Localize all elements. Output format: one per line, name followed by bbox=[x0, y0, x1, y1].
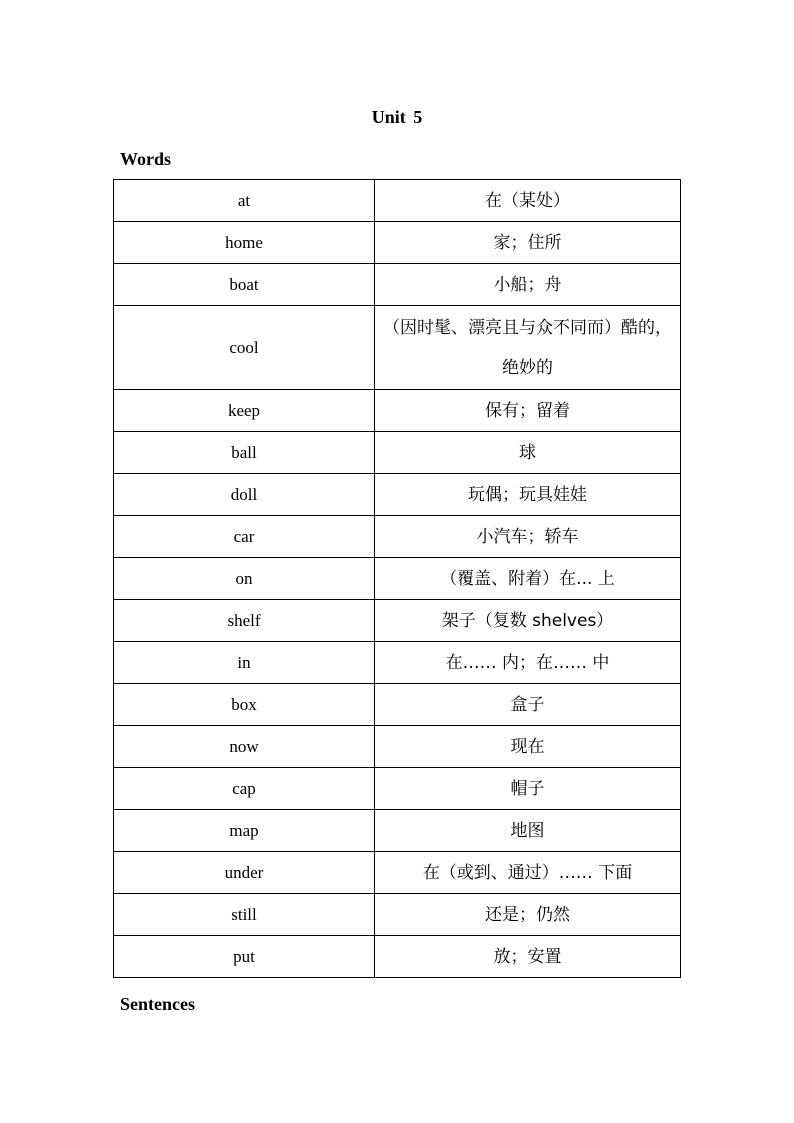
meaning-cell: 还是；仍然 bbox=[375, 894, 681, 936]
meaning-cell: 小汽车；轿车 bbox=[375, 516, 681, 558]
word-cell: at bbox=[114, 180, 375, 222]
table-row bbox=[114, 600, 681, 642]
table-row bbox=[114, 306, 681, 390]
word-cell: ball bbox=[114, 432, 375, 474]
table-row bbox=[114, 516, 681, 558]
word-cell: put bbox=[114, 936, 375, 978]
table-row bbox=[114, 852, 681, 894]
meaning-cell: 玩偶；玩具娃娃 bbox=[375, 474, 681, 516]
words-heading: Words bbox=[120, 149, 172, 169]
word-cell: on bbox=[114, 558, 375, 600]
table-row bbox=[114, 768, 681, 810]
meaning-cell: 帽子 bbox=[375, 768, 681, 810]
word-cell: now bbox=[114, 726, 375, 768]
meaning-cell: 家；住所 bbox=[375, 222, 681, 264]
word-cell: cool bbox=[114, 306, 375, 390]
word-cell: cap bbox=[114, 768, 375, 810]
word-cell: car bbox=[114, 516, 375, 558]
table-row bbox=[114, 642, 681, 684]
word-cell: box bbox=[114, 684, 375, 726]
table-row bbox=[114, 684, 681, 726]
table-row bbox=[114, 180, 681, 222]
page-title: Unit 5 bbox=[371, 107, 423, 127]
table-row bbox=[114, 474, 681, 516]
table-row bbox=[114, 222, 681, 264]
meaning-cell: 小船；舟 bbox=[375, 264, 681, 306]
table-row bbox=[114, 390, 681, 432]
table-row bbox=[114, 810, 681, 852]
vocabulary-table bbox=[113, 179, 681, 978]
table-row bbox=[114, 264, 681, 306]
word-cell: doll bbox=[114, 474, 375, 516]
meaning-cell: 现在 bbox=[375, 726, 681, 768]
meaning-cell: 架子（复数 shelves） bbox=[375, 600, 681, 642]
meaning-cell: 在（某处） bbox=[375, 180, 681, 222]
meaning-cell: 球 bbox=[375, 432, 681, 474]
word-cell: map bbox=[114, 810, 375, 852]
meaning-cell: 放；安置 bbox=[375, 936, 681, 978]
word-cell: keep bbox=[114, 390, 375, 432]
meaning-cell: 盒子 bbox=[375, 684, 681, 726]
meaning-cell: （覆盖、附着）在... 上 bbox=[375, 558, 681, 600]
table-row bbox=[114, 936, 681, 978]
word-cell: boat bbox=[114, 264, 375, 306]
word-cell: shelf bbox=[114, 600, 375, 642]
meaning-cell: 在…… 内；在…… 中 bbox=[375, 642, 681, 684]
table-row bbox=[114, 432, 681, 474]
table-row bbox=[114, 726, 681, 768]
table-row bbox=[114, 894, 681, 936]
meaning-cell: 在（或到、通过）…… 下面 bbox=[375, 852, 681, 894]
word-cell: in bbox=[114, 642, 375, 684]
meaning-cell: 地图 bbox=[375, 810, 681, 852]
word-cell: home bbox=[114, 222, 375, 264]
word-cell: still bbox=[114, 894, 375, 936]
meaning-cell: （因时髦、漂亮且与众不同而）酷的，绝妙的 bbox=[375, 306, 681, 390]
word-cell: under bbox=[114, 852, 375, 894]
meaning-cell: 保有；留着 bbox=[375, 390, 681, 432]
sentences-heading: Sentences bbox=[120, 994, 195, 1014]
table-row bbox=[114, 558, 681, 600]
